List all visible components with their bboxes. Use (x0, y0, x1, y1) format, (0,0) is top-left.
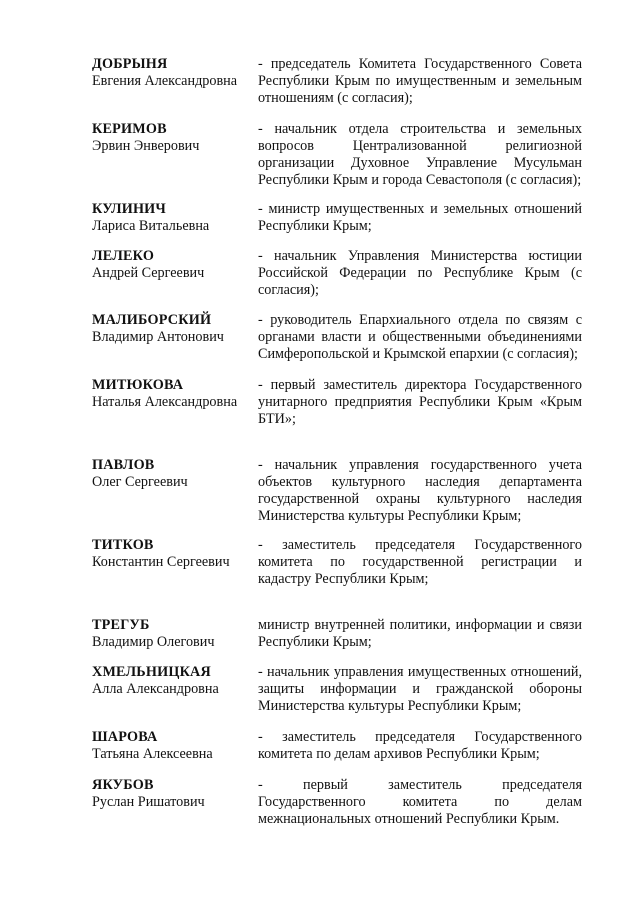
member-name (92, 201, 252, 235)
member-name (92, 56, 252, 90)
member-name (92, 777, 252, 811)
member-name (92, 729, 252, 763)
member-given-names: Константин Сергеевич (92, 554, 230, 570)
member-given-names: Лариса Витальевна (92, 218, 210, 234)
member-name (92, 248, 252, 282)
member-surname: ХМЕЛЬНИЦКАЯ (92, 664, 211, 680)
member-surname: ПАВЛОВ (92, 457, 155, 473)
member-surname: КЕРИМОВ (92, 121, 167, 137)
member-name (92, 537, 252, 571)
member-role: министр внутренней политики, информации и связи Республики Крым; (258, 617, 582, 650)
member-given-names: Алла Александровна (92, 681, 219, 697)
member-given-names: Владимир Антонович (92, 329, 224, 345)
member-given-names: Владимир Олегович (92, 634, 215, 650)
member-name (92, 457, 252, 491)
member-given-names: Олег Сергеевич (92, 474, 188, 490)
member-role: - первый заместитель директора Государственного унитарного предприятия Республики Крым «Крым БТИ»; (258, 377, 582, 427)
member-surname: ЯКУБОВ (92, 777, 154, 793)
member-name (92, 377, 252, 411)
member-given-names: Андрей Сергеевич (92, 265, 205, 281)
member-role: - начальник управления имущественных отношений, защиты информации и гражданской обороны Министерства культуры Республики Крым; (258, 664, 582, 714)
member-given-names: Эрвин Энверович (92, 138, 200, 154)
member-name (92, 617, 252, 651)
member-name (92, 664, 252, 698)
member-given-names: Евгения Александровна (92, 73, 238, 89)
member-role: - начальник Управления Министерства юстиции Российской Федерации по Республике Крым (с согласия); (258, 248, 582, 298)
member-role: - начальник управления государственного учета объектов культурного наследия департамента государственной охраны культурного наследия Министерства культуры Республики Крым; (258, 457, 582, 524)
member-role: - руководитель Епархиального отдела по связям с органами власти и общественными объединениями Симферопольской и Крымской епархии (с согласия); (258, 312, 582, 362)
member-given-names: Руслан Ришатович (92, 794, 205, 810)
member-name (92, 312, 252, 346)
member-surname: КУЛИНИЧ (92, 201, 167, 217)
member-surname: ТРЕГУБ (92, 617, 150, 633)
member-role: - начальник отдела строительства и земельных вопросов Централизованной религиозной организации Духовное Управление Мусульман Республики Крым и города Севастополя (с согласия); (258, 121, 582, 188)
member-surname: МИТЮКОВА (92, 377, 184, 393)
member-surname: МАЛИБОРСКИЙ (92, 312, 212, 328)
member-role: - министр имущественных и земельных отношений Республики Крым; (258, 201, 582, 234)
member-role: - заместитель председателя Государственного комитета по государственной регистрации и кадастру Республики Крым; (258, 537, 582, 587)
member-surname: ТИТКОВ (92, 537, 154, 553)
member-given-names: Наталья Александровна (92, 394, 238, 410)
member-role: - заместитель председателя Государственного комитета по делам архивов Республики Крым; (258, 729, 582, 762)
member-surname: ЛЕЛЕКО (92, 248, 155, 264)
member-role: - председатель Комитета Государственного Совета Республики Крым по имущественным и земельным отношениям (с согласия); (258, 56, 582, 106)
member-given-names: Татьяна Алексеевна (92, 746, 213, 762)
member-surname: ДОБРЫНЯ (92, 56, 168, 72)
member-surname: ШАРОВА (92, 729, 158, 745)
member-role: - первый заместитель председателя Государственного комитета по делам межнациональных отношений Республики Крым. (258, 777, 582, 827)
member-name (92, 121, 252, 155)
